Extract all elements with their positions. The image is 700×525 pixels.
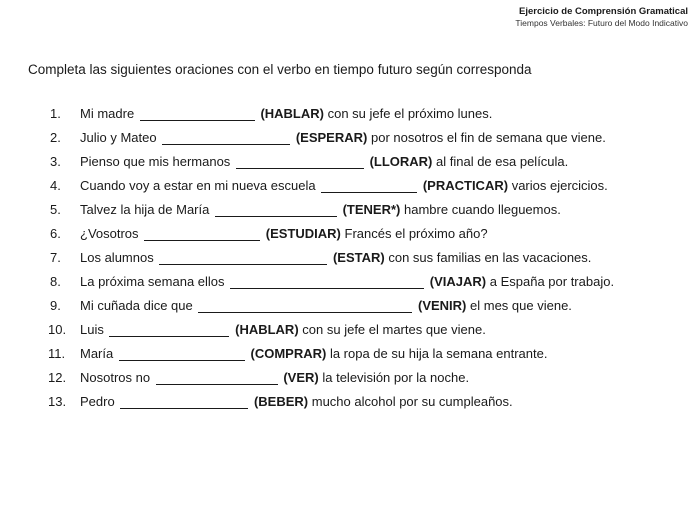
exercise-number: 6. xyxy=(50,226,61,241)
sentence-end: con sus familias en las vacaciones. xyxy=(388,250,592,265)
exercise-number: 10. xyxy=(48,322,67,337)
answer-blank[interactable] xyxy=(198,298,412,313)
answer-blank[interactable] xyxy=(321,178,417,193)
answer-blank[interactable] xyxy=(109,322,229,337)
instruction-text: Completa las siguientes oraciones con el verbo en tiempo futuro según corresponda xyxy=(28,62,532,77)
sentence-start: Luis xyxy=(80,322,104,337)
sentence-end: mucho alcohol por su cumpleaños. xyxy=(311,394,513,409)
answer-blank[interactable] xyxy=(215,202,337,217)
verb-hint: (LLORAR) xyxy=(369,154,433,169)
answer-blank[interactable] xyxy=(119,346,245,361)
exercise-number: 11. xyxy=(48,346,66,361)
exercise-number: 4. xyxy=(50,178,61,193)
sentence-start: Los alumnos xyxy=(80,250,154,265)
verb-hint: (COMPRAR) xyxy=(250,346,327,361)
answer-blank[interactable] xyxy=(140,106,255,121)
answer-blank[interactable] xyxy=(162,130,290,145)
verb-hint: (ESTUDIAR) xyxy=(265,226,341,241)
exercise-number: 9. xyxy=(50,298,61,313)
sentence-end: la televisión por la noche. xyxy=(322,370,470,385)
sentence-start: Cuando voy a estar en mi nueva escuela xyxy=(80,178,316,193)
sentence-start: Pienso que mis hermanos xyxy=(80,154,231,169)
sentence-start: ¿Vosotros xyxy=(80,226,139,241)
worksheet-header xyxy=(515,6,688,29)
answer-blank[interactable] xyxy=(159,250,327,265)
answer-blank[interactable] xyxy=(120,394,248,409)
answer-blank[interactable] xyxy=(156,370,278,385)
worksheet-subtitle: Tiempos Verbales: Futuro del Modo Indicativo xyxy=(515,18,688,28)
sentence-end: con su jefe el próximo lunes. xyxy=(327,106,493,121)
exercise-number: 13. xyxy=(48,394,67,409)
exercise-number: 8. xyxy=(50,274,61,289)
exercise-number: 7. xyxy=(50,250,61,265)
sentence-start: María xyxy=(80,346,114,361)
verb-hint: (TENER*) xyxy=(342,202,401,217)
sentence-start: Pedro xyxy=(80,394,115,409)
sentence-start: Julio y Mateo xyxy=(80,130,157,145)
verb-hint: (HABLAR) xyxy=(235,322,299,337)
verb-hint: (HABLAR) xyxy=(260,106,324,121)
verb-hint: (VER) xyxy=(283,370,319,385)
answer-blank[interactable] xyxy=(144,226,260,241)
verb-hint: (PRACTICAR) xyxy=(422,178,509,193)
verb-hint: (VIAJAR) xyxy=(429,274,487,289)
sentence-end: por nosotros el fin de semana que viene. xyxy=(370,130,606,145)
verb-hint: (ESPERAR) xyxy=(295,130,368,145)
sentence-start: Mi cuñada dice que xyxy=(80,298,193,313)
exercise-number: 2. xyxy=(50,130,61,145)
sentence-end: hambre cuando lleguemos. xyxy=(404,202,561,217)
exercise-number: 5. xyxy=(50,202,61,217)
answer-blank[interactable] xyxy=(230,274,424,289)
worksheet-title: Ejercicio de Comprensión Gramatical xyxy=(519,6,688,17)
verb-hint: (VENIR) xyxy=(418,298,467,313)
sentence-start: Nosotros no xyxy=(80,370,151,385)
sentence-end: varios ejercicios. xyxy=(511,178,608,193)
sentence-start: Mi madre xyxy=(80,106,135,121)
verb-hint: (BEBER) xyxy=(253,394,309,409)
sentence-end: a España por trabajo. xyxy=(489,274,615,289)
verb-hint: (ESTAR) xyxy=(332,250,385,265)
sentence-start: La próxima semana ellos xyxy=(80,274,225,289)
sentence-end: al final de esa película. xyxy=(436,154,569,169)
sentence-end: con su jefe el martes que viene. xyxy=(302,322,486,337)
sentence-end: la ropa de su hija la semana entrante. xyxy=(329,346,548,361)
sentence-start: Talvez la hija de María xyxy=(80,202,210,217)
exercise-number: 1. xyxy=(50,106,61,121)
exercise-number: 12. xyxy=(48,370,67,385)
sentence-end: Francés el próximo año? xyxy=(344,226,488,241)
exercise-number: 3. xyxy=(50,154,61,169)
sentence-end: el mes que viene. xyxy=(470,298,572,313)
answer-blank[interactable] xyxy=(236,154,364,169)
